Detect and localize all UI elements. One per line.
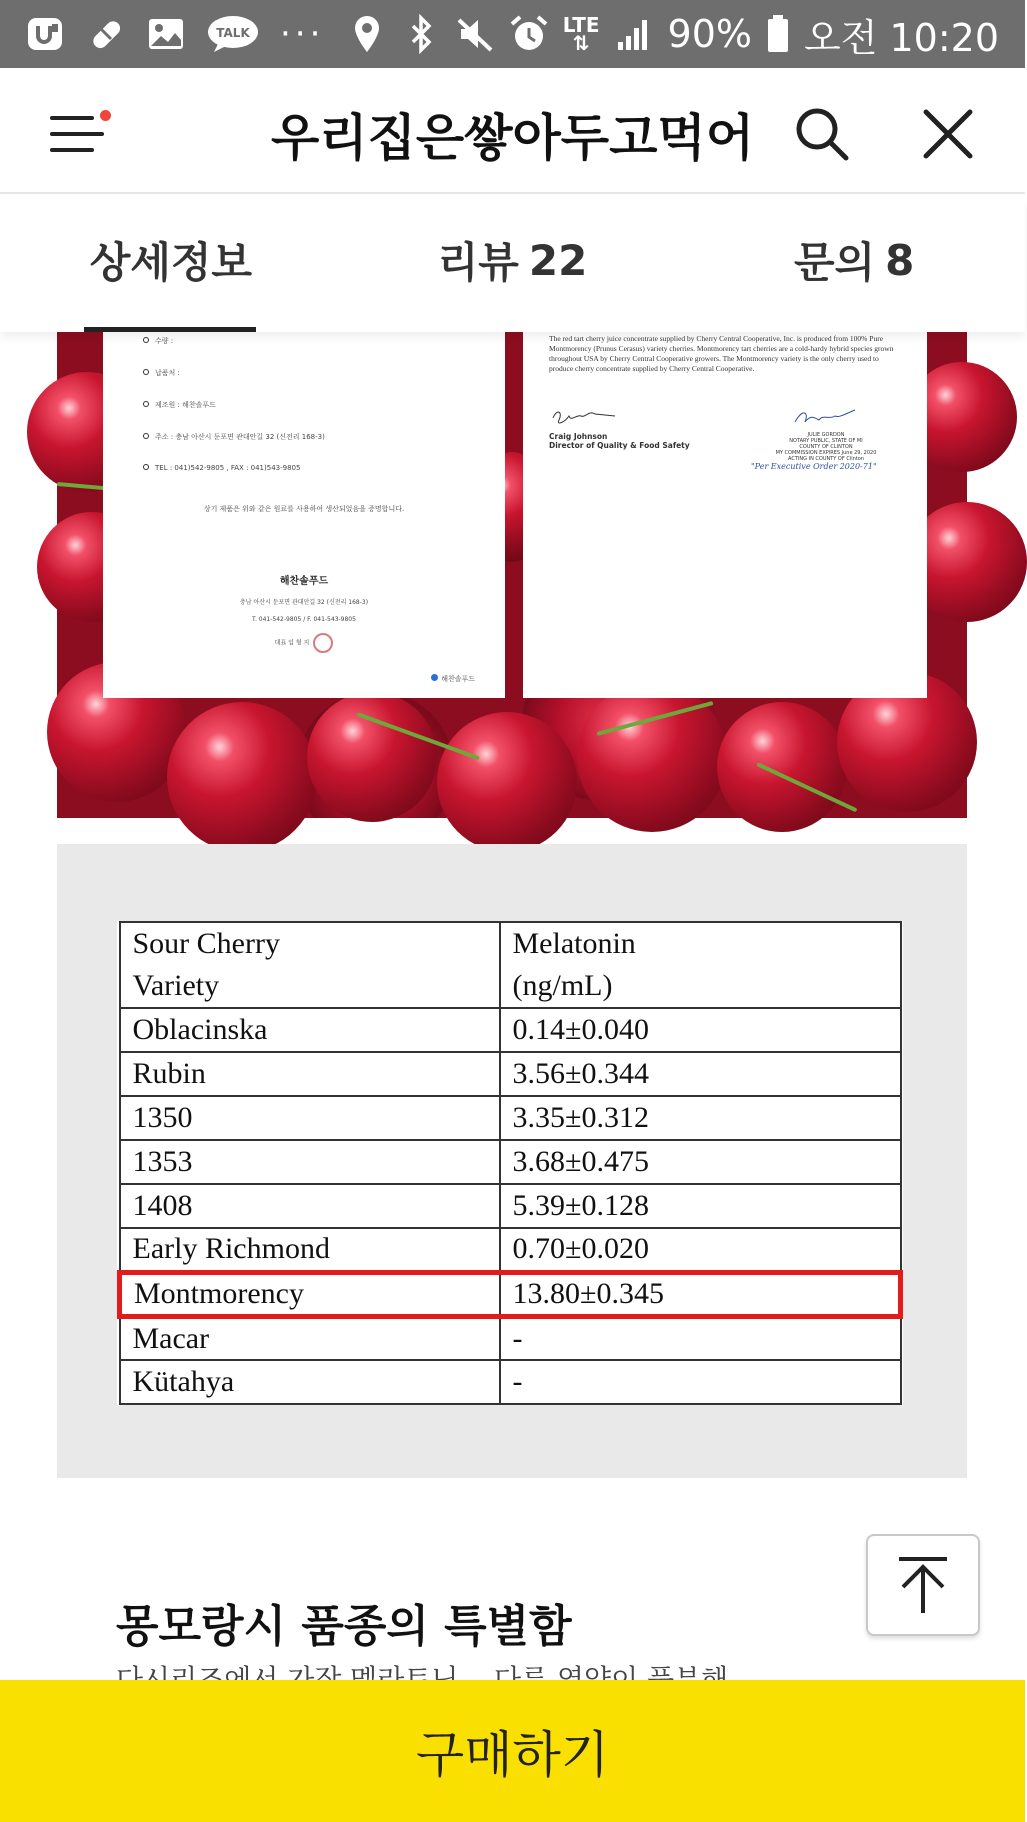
table-row	[120, 1008, 901, 1052]
doc-line: 제조원 : 해찬솔푸드	[143, 400, 465, 410]
lte-indicator: LTE ⇅	[562, 13, 600, 55]
more-notifications: ···	[280, 14, 325, 54]
variety-cell: Montmorency	[120, 1272, 500, 1316]
table-row	[120, 1184, 901, 1228]
pill-icon	[86, 14, 126, 54]
section-heading: 몽모랑시 품종의 특별함	[116, 1601, 572, 1652]
table-row	[120, 1316, 901, 1360]
certificate-image	[57, 332, 967, 818]
notary-line: ACTING IN COUNTY OF Clinton	[788, 456, 864, 462]
notary-line: COUNTY OF CLINTON	[799, 444, 853, 450]
variety-cell: 1350	[120, 1096, 500, 1140]
doc-address: 충남 아산시 둔포면 관대안길 32 (신전리 168-3)	[239, 599, 369, 606]
cert-statement: The red tart cherry juice concentrate supplied by Cherry Central Cooperative, Inc. is produced from 100% Pure Montmorency (Prunus Cerasus) variety cherries. Montmorency tart cherries are a cold-hardy hybrid species grown throughout USA by Cherry Central Cooperative growers. The Montmorency variety is the only cherry used to produce cherry concentrate supplied by Cherry Central Cooperative.	[549, 334, 894, 373]
status-right-icons	[347, 7, 999, 62]
signer-name: Craig Johnson	[549, 432, 608, 441]
signal-icon	[614, 14, 654, 54]
table-header-row	[120, 922, 901, 1008]
value-cell: 3.35±0.312	[500, 1096, 901, 1140]
notary-block	[751, 404, 901, 471]
signature-row	[549, 404, 901, 471]
talk-icon	[206, 14, 260, 54]
section-body-cut-off	[116, 1666, 796, 1680]
doc-phone: T. 041-542-9805 / F. 041-543-9805	[252, 616, 356, 623]
detail-tabs	[0, 196, 1025, 332]
buy-button[interactable]: 구매하기	[0, 1680, 1025, 1822]
doc-line: 수량 :	[143, 336, 465, 346]
signature-icon	[549, 404, 619, 428]
value-cell: -	[500, 1316, 901, 1360]
active-tab-indicator	[84, 327, 256, 332]
alarm-icon	[509, 14, 549, 54]
tab-count: 8	[885, 235, 915, 285]
doc-line: 주소 : 충남 아산시 둔포면 관대안길 32 (신전리 168-3)	[143, 432, 465, 442]
doc-statement: 상기 제품은 위와 같은 원료를 사용하여 생산되었음을 증명합니다.	[203, 505, 405, 513]
english-certificate-document	[523, 332, 927, 698]
variety-cell: 1353	[120, 1140, 500, 1184]
tab-reviews[interactable]	[342, 196, 684, 332]
variety-cell: 1408	[120, 1184, 500, 1228]
variety-cell: Early Richmond	[120, 1228, 500, 1272]
variety-cell: Oblacinska	[120, 1008, 500, 1052]
value-cell: 3.56±0.344	[500, 1052, 901, 1096]
tab-inquiries[interactable]	[683, 196, 1025, 332]
close-button[interactable]	[918, 104, 978, 164]
battery-percent: 90%	[667, 12, 752, 56]
table-row	[120, 1228, 901, 1272]
variety-cell: Rubin	[120, 1052, 500, 1096]
gallery-icon	[146, 14, 186, 54]
arrow-up-icon	[891, 1553, 955, 1617]
seal-stamp-icon	[313, 633, 333, 653]
tab-count: 22	[528, 235, 588, 285]
page-title: 우리집은쌓아두고먹어	[271, 109, 754, 167]
variety-cell: Kütahya	[120, 1360, 500, 1404]
scroll-to-top-button[interactable]	[866, 1534, 980, 1636]
doc-rep: 대표 임 형 지	[143, 633, 465, 653]
doc-line: TEL : 041)542-9805 , FAX : 041)543-9805	[143, 464, 465, 472]
search-button[interactable]	[792, 104, 852, 164]
table-row	[120, 1360, 901, 1404]
notary-line: NOTARY PUBLIC, STATE OF MI	[789, 438, 863, 444]
cherry-decoration	[307, 692, 437, 822]
melatonin-table	[117, 921, 903, 1405]
melatonin-table-panel	[57, 844, 967, 1478]
highlighted-table-row	[120, 1272, 901, 1316]
table-row	[120, 1052, 901, 1096]
table-row	[120, 1096, 901, 1140]
app-header	[0, 68, 1025, 194]
tab-label: 상세정보	[89, 238, 252, 287]
notary-line: MY COMMISSION EXPIRES June 29, 2020	[775, 450, 877, 456]
battery-icon	[766, 14, 790, 54]
value-cell: 5.39±0.128	[500, 1184, 901, 1228]
table-row	[120, 1140, 901, 1184]
value-cell: 0.70±0.020	[500, 1228, 901, 1272]
notary-signature-icon	[791, 404, 861, 428]
status-left-icons	[26, 14, 324, 54]
tab-details[interactable]	[0, 196, 342, 332]
tab-label: 문의	[793, 238, 876, 287]
value-cell: 3.68±0.475	[500, 1140, 901, 1184]
status-bar	[0, 0, 1025, 68]
close-icon	[918, 104, 978, 164]
mute-icon	[455, 14, 495, 54]
value-cell: 13.80±0.345	[500, 1272, 901, 1316]
signer-block	[549, 404, 690, 471]
clock: 오전 10:20	[803, 15, 999, 60]
korean-certificate-document	[103, 332, 505, 698]
app-notification-icon	[26, 14, 66, 54]
value-cell: 0.14±0.040	[500, 1008, 901, 1052]
doc-logo: 해찬솔푸드	[431, 674, 475, 684]
cherry-decoration	[717, 702, 847, 832]
bluetooth-icon	[401, 14, 441, 54]
notary-handwriting: "Per Executive Order 2020-71"	[751, 462, 877, 471]
value-cell: -	[500, 1360, 901, 1404]
svg-text:TALK: TALK	[216, 26, 250, 40]
location-icon	[347, 14, 387, 54]
doc-company: 해찬솔푸드	[279, 576, 329, 587]
signer-title: Director of Quality & Food Safety	[549, 441, 690, 450]
notary-line: JULIE GORDON	[807, 432, 845, 438]
doc-line: 납품처 :	[143, 368, 465, 378]
variety-cell: Macar	[120, 1316, 500, 1360]
header-variety: Sour Cherry Variety	[120, 922, 500, 1008]
header-melatonin: Melatonin (ng/mL)	[500, 922, 901, 1008]
cherry-decoration	[437, 712, 577, 852]
search-icon	[792, 104, 852, 164]
tab-label: 리뷰	[437, 238, 519, 287]
cherry-decoration	[167, 702, 317, 852]
